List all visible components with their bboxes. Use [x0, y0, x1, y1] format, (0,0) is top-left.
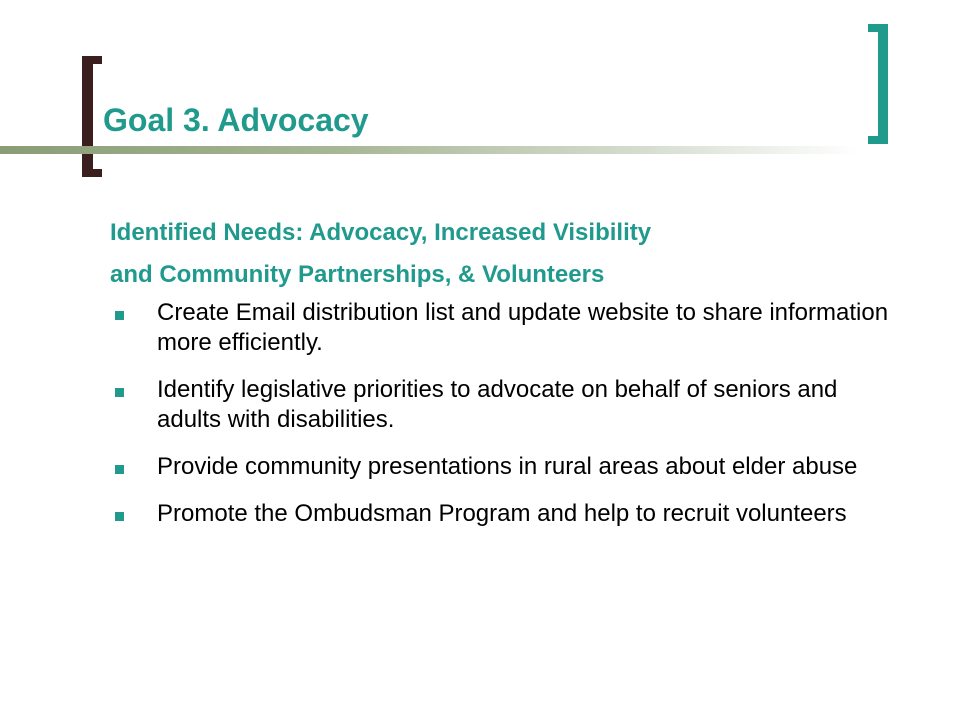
square-bullet-icon [115, 465, 124, 474]
left-bracket-top [82, 56, 102, 64]
bullet-item [110, 452, 900, 482]
right-bracket-decoration [878, 24, 888, 144]
right-bracket-top [868, 24, 888, 32]
subheading-line-2: and Community Partnerships, & Volunteers [110, 261, 605, 288]
subheading-line-1: Identified Needs: Advocacy, Increased Visibility [110, 219, 652, 246]
bullet-item [110, 298, 900, 358]
title-underline-bar [0, 146, 860, 154]
bullet-text: Promote the Ombudsman Program and help to recruit volunteers [157, 500, 847, 527]
left-bracket-bottom [82, 169, 102, 177]
bullet-list [110, 298, 900, 546]
bullet-text: Provide community presentations in rural areas about elder abuse [157, 453, 858, 480]
subheading [110, 212, 890, 296]
bullet-item [110, 375, 900, 435]
right-bracket-bottom [868, 136, 888, 144]
slide-title: Goal 3. Advocacy [103, 102, 369, 138]
square-bullet-icon [115, 311, 124, 320]
bullet-text: Identify legislative priorities to advocate on behalf of seniors and adults with disabilities. [157, 376, 838, 433]
bullet-item [110, 499, 900, 529]
square-bullet-icon [115, 512, 124, 521]
square-bullet-icon [115, 388, 124, 397]
left-bracket-decoration [82, 56, 93, 177]
bullet-text: Create Email distribution list and update website to share information more efficiently. [157, 299, 889, 356]
